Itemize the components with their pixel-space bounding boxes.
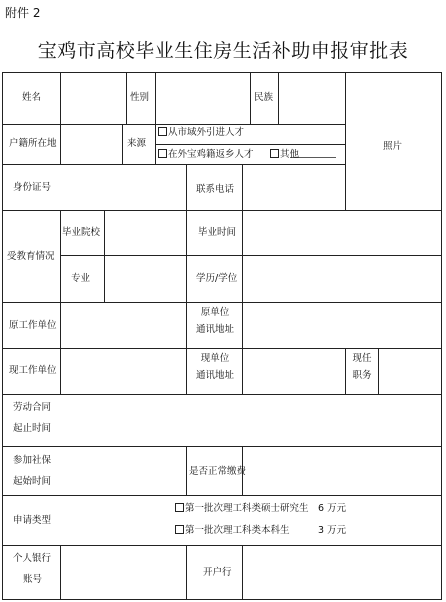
- hukou-label: 户籍所在地: [9, 138, 57, 149]
- name-label: 姓名: [22, 92, 42, 103]
- apply-type-option-master[interactable]: [175, 502, 309, 515]
- phone-label: 联系电话: [196, 184, 235, 195]
- apply-type-option-bachelor-label: 第一批次理工科类本科生: [185, 525, 290, 536]
- source-option-returnee-label: 在外宝鸡籍返乡人才: [168, 149, 254, 160]
- attachment-label: 附件 2: [5, 6, 41, 20]
- cur-post-label-line2: 职务: [352, 370, 372, 381]
- orig-address-label-line2: 通讯地址: [195, 324, 234, 335]
- cur-address-label-line2: 通讯地址: [195, 370, 234, 381]
- checkbox-icon[interactable]: [158, 127, 167, 136]
- checkbox-icon[interactable]: [175, 525, 184, 534]
- school-label: 毕业院校: [62, 227, 101, 238]
- education-label: 受教育情况: [7, 251, 55, 262]
- ethnicity-label: 民族: [254, 92, 274, 103]
- gender-label: 性别: [130, 92, 150, 103]
- major-field[interactable]: [105, 256, 186, 302]
- source-label: 来源: [127, 138, 147, 149]
- orig-unit-label: 原工作单位: [9, 320, 57, 331]
- degree-label: 学历/学位: [196, 273, 238, 284]
- apply-type-master-amount: 6 万元: [318, 503, 347, 514]
- cur-post-field[interactable]: [379, 349, 441, 394]
- apply-type-bachelor-amount: 3 万元: [318, 525, 347, 536]
- hukou-field[interactable]: [61, 125, 122, 164]
- gender-field[interactable]: [156, 73, 250, 124]
- apply-type-option-bachelor[interactable]: [175, 524, 290, 537]
- orig-address-field[interactable]: [243, 303, 441, 348]
- cur-address-field[interactable]: [243, 349, 345, 394]
- checkbox-icon[interactable]: [270, 149, 279, 158]
- id-number-label: 身份证号: [13, 182, 52, 193]
- bank-name-label: 开户行: [203, 567, 232, 578]
- checkbox-icon[interactable]: [175, 503, 184, 512]
- orig-unit-field[interactable]: [61, 303, 186, 348]
- form-title: 宝鸡市高校毕业生住房生活补助申报审批表: [37, 40, 409, 62]
- bank-account-label-line2: 账号: [23, 574, 43, 585]
- social-label-line1: 参加社保: [13, 455, 52, 466]
- bank-account-label-line1: 个人银行: [13, 553, 52, 564]
- major-label: 专业: [71, 273, 91, 284]
- contract-field[interactable]: [61, 395, 441, 446]
- phone-field[interactable]: [243, 165, 345, 210]
- bank-name-field[interactable]: [243, 546, 441, 599]
- source-option-returnee[interactable]: [158, 148, 254, 161]
- cur-post-label: [347, 352, 377, 382]
- contract-label-line1: 劳动合同: [13, 402, 52, 413]
- source-option-external-label: 从市域外引进人才: [168, 127, 245, 138]
- contract-label: [13, 401, 51, 435]
- cur-unit-field[interactable]: [61, 349, 186, 394]
- social-normal-field[interactable]: [243, 447, 441, 495]
- checkbox-icon[interactable]: [158, 149, 167, 158]
- source-option-other-label: 其他: [280, 149, 300, 160]
- ethnicity-field[interactable]: [279, 73, 345, 124]
- photo-box[interactable]: [346, 73, 441, 210]
- orig-address-label-line1: 原单位: [200, 307, 230, 318]
- other-source-field[interactable]: [290, 146, 336, 157]
- bank-account-field[interactable]: [61, 546, 186, 599]
- social-normal-label: 是否正常缴费: [189, 466, 247, 477]
- school-field[interactable]: [105, 211, 186, 255]
- bank-account-label: [13, 552, 51, 586]
- cur-address-label-line1: 现单位: [200, 353, 230, 364]
- degree-field[interactable]: [243, 256, 441, 302]
- cur-unit-label: 现工作单位: [9, 365, 57, 376]
- cur-address-label: [190, 352, 240, 382]
- social-field[interactable]: [61, 447, 186, 495]
- id-number-field[interactable]: [61, 165, 186, 210]
- social-label: [13, 454, 51, 488]
- social-label-line2: 起始时间: [13, 476, 52, 487]
- name-field[interactable]: [61, 73, 126, 124]
- apply-type-label: 申请类型: [13, 515, 52, 526]
- grad-time-field[interactable]: [243, 211, 441, 255]
- photo-label: 照片: [383, 141, 403, 152]
- orig-address-label: [190, 306, 240, 336]
- grad-time-label: 毕业时间: [198, 227, 237, 238]
- apply-type-option-master-label: 第一批次理工科类硕士研究生: [185, 503, 309, 514]
- contract-label-line2: 起止时间: [13, 423, 52, 434]
- cur-post-label-line1: 现任: [352, 353, 372, 364]
- source-option-external[interactable]: [158, 126, 244, 139]
